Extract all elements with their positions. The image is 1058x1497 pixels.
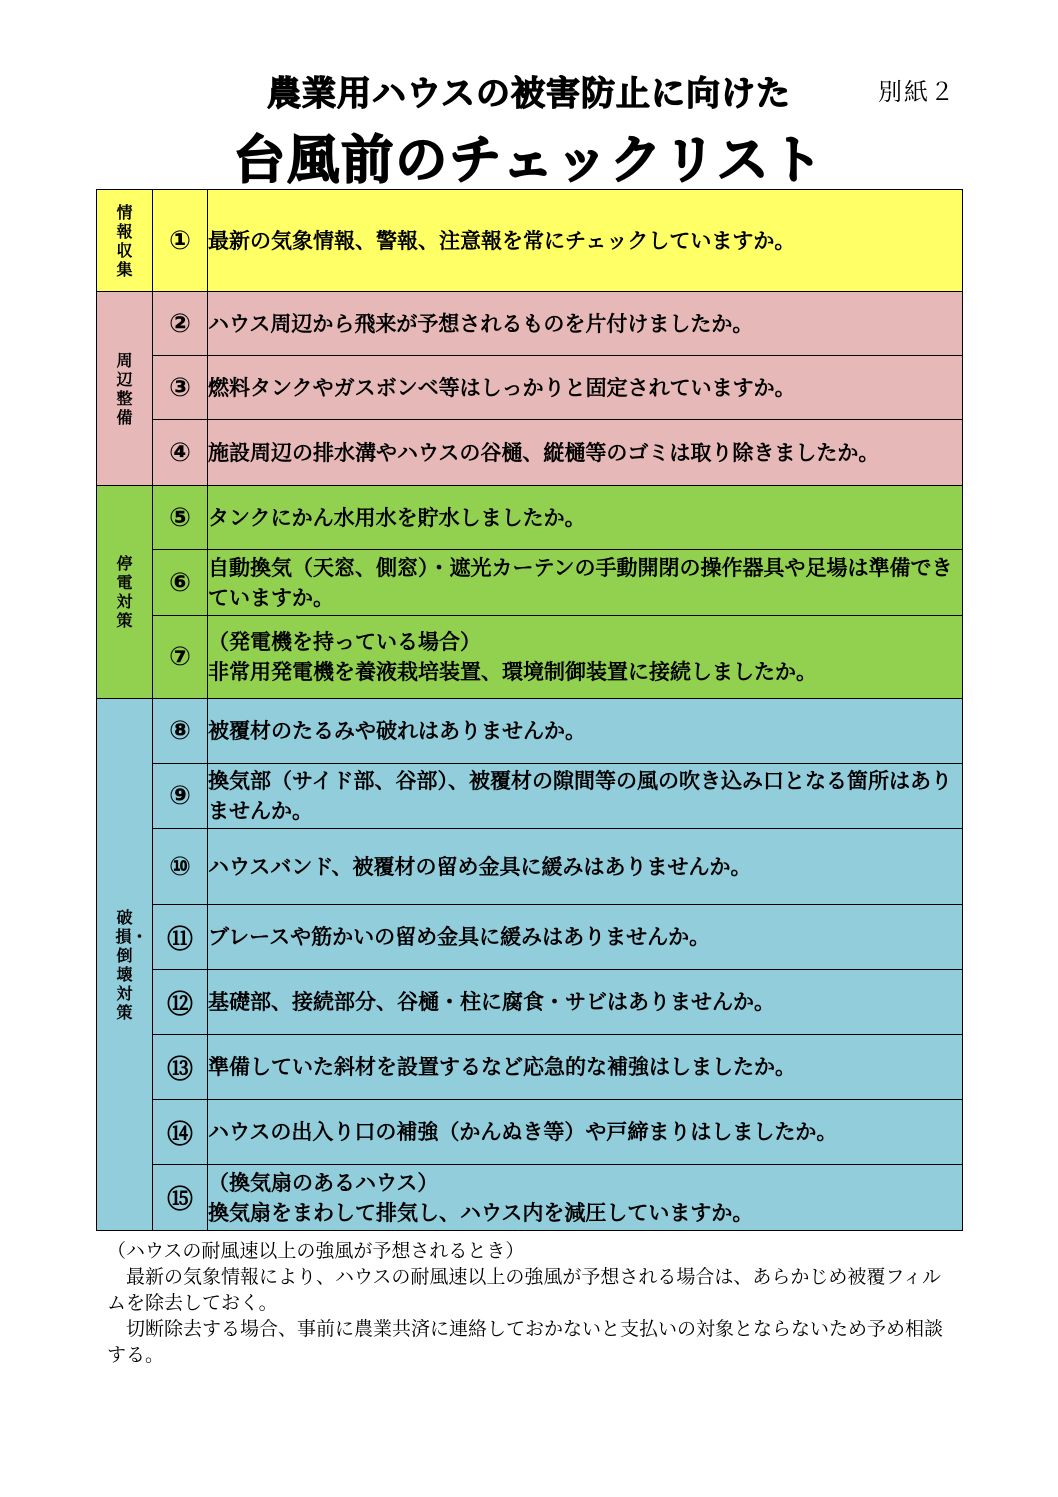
item-number: ⑭ xyxy=(153,1100,208,1165)
checklist-table xyxy=(96,189,963,1231)
item-number: ⑮ xyxy=(153,1165,208,1231)
item-number: ⑦ xyxy=(153,616,208,699)
item-number: ⑨ xyxy=(153,764,208,829)
category-damage-prevention: 破損・倒壊対策 xyxy=(97,699,153,1231)
item-text: 基礎部、接続部分、谷樋・柱に腐食・サビはありませんか。 xyxy=(208,970,963,1035)
item-text: 準備していた斜材を設置するなど応急的な補強はしましたか。 xyxy=(208,1035,963,1100)
category-info-gathering: 情報収集 xyxy=(97,190,153,292)
item-text: 施設周辺の排水溝やハウスの谷樋、縦樋等のゴミは取り除きましたか。 xyxy=(208,420,963,486)
item-number: ⑬ xyxy=(153,1035,208,1100)
item-text: ハウスの出入り口の補強（かんぬき等）や戸締まりはしましたか。 xyxy=(208,1100,963,1165)
table-row xyxy=(97,905,963,970)
item-text: ハウスバンド、被覆材の留め金具に緩みはありませんか。 xyxy=(208,829,963,905)
item-number: ⑪ xyxy=(153,905,208,970)
item-number: ⑩ xyxy=(153,829,208,905)
table-row xyxy=(97,1100,963,1165)
table-row xyxy=(97,420,963,486)
title-line-1: 農業用ハウスの被害防止に向けた xyxy=(267,74,791,114)
table-row xyxy=(97,1165,963,1231)
table-row xyxy=(97,829,963,905)
notes-heading: （ハウスの耐風速以上の強風が予想されるとき） xyxy=(107,1240,525,1262)
table-row xyxy=(97,1035,963,1100)
category-power-outage: 停電対策 xyxy=(97,486,153,699)
category-surroundings: 周辺整備 xyxy=(97,292,153,486)
notes-section xyxy=(107,1238,957,1368)
item-number: ⑥ xyxy=(153,550,208,616)
table-row xyxy=(97,550,963,616)
item-text: タンクにかん水用水を貯水しましたか。 xyxy=(208,486,963,550)
item-number: ⑧ xyxy=(153,699,208,764)
table-row xyxy=(97,970,963,1035)
annex-label: 別紙２ xyxy=(878,78,956,106)
table-row xyxy=(97,764,963,829)
table-row xyxy=(97,356,963,420)
item-condition: （発電機を持っている場合） xyxy=(208,630,481,654)
item-number: ⑫ xyxy=(153,970,208,1035)
table-row xyxy=(97,699,963,764)
notes-paragraph-1: 最新の気象情報により、ハウスの耐風速以上の強風が予想される場合は、あらかじめ被覆フィルムを除去しておく。 xyxy=(107,1266,941,1314)
item-number: ⑤ xyxy=(153,486,208,550)
table-row xyxy=(97,190,963,292)
item-text: ブレースや筋かいの留め金具に緩みはありませんか。 xyxy=(208,905,963,970)
notes-paragraph-2: 切断除去する場合、事前に農業共済に連絡しておかないと支払いの対象とならないため予め相談する。 xyxy=(107,1318,944,1366)
table-row xyxy=(97,486,963,550)
item-text-line: 非常用発電機を養液栽培装置、環境制御装置に接続しましたか。 xyxy=(208,660,817,684)
item-number: ③ xyxy=(153,356,208,420)
item-text xyxy=(208,1165,963,1231)
item-number: ② xyxy=(153,292,208,356)
item-number: ④ xyxy=(153,420,208,486)
page-title: 台風前のチェックリスト xyxy=(233,131,825,191)
item-text: ハウス周辺から飛来が予想されるものを片付けましたか。 xyxy=(208,292,963,356)
item-text xyxy=(208,616,963,699)
item-text: 最新の気象情報、警報、注意報を常にチェックしていますか。 xyxy=(208,190,963,292)
table-row xyxy=(97,292,963,356)
item-text: 換気部（サイド部、谷部）、被覆材の隙間等の風の吹き込み口となる箇所はありませんか。 xyxy=(208,764,963,829)
item-condition: （換気扇のあるハウス） xyxy=(208,1170,439,1195)
item-number: ① xyxy=(153,190,208,292)
item-text: 被覆材のたるみや破れはありませんか。 xyxy=(208,699,963,764)
item-text: 燃料タンクやガスボンベ等はしっかりと固定されていますか。 xyxy=(208,356,963,420)
table-row xyxy=(97,616,963,699)
item-text-line: 換気扇をまわして排気し、ハウス内を減圧していますか。 xyxy=(208,1200,754,1225)
item-text: 自動換気（天窓、側窓）・遮光カーテンの手動開閉の操作器具や足場は準備できていますか。 xyxy=(208,550,963,616)
